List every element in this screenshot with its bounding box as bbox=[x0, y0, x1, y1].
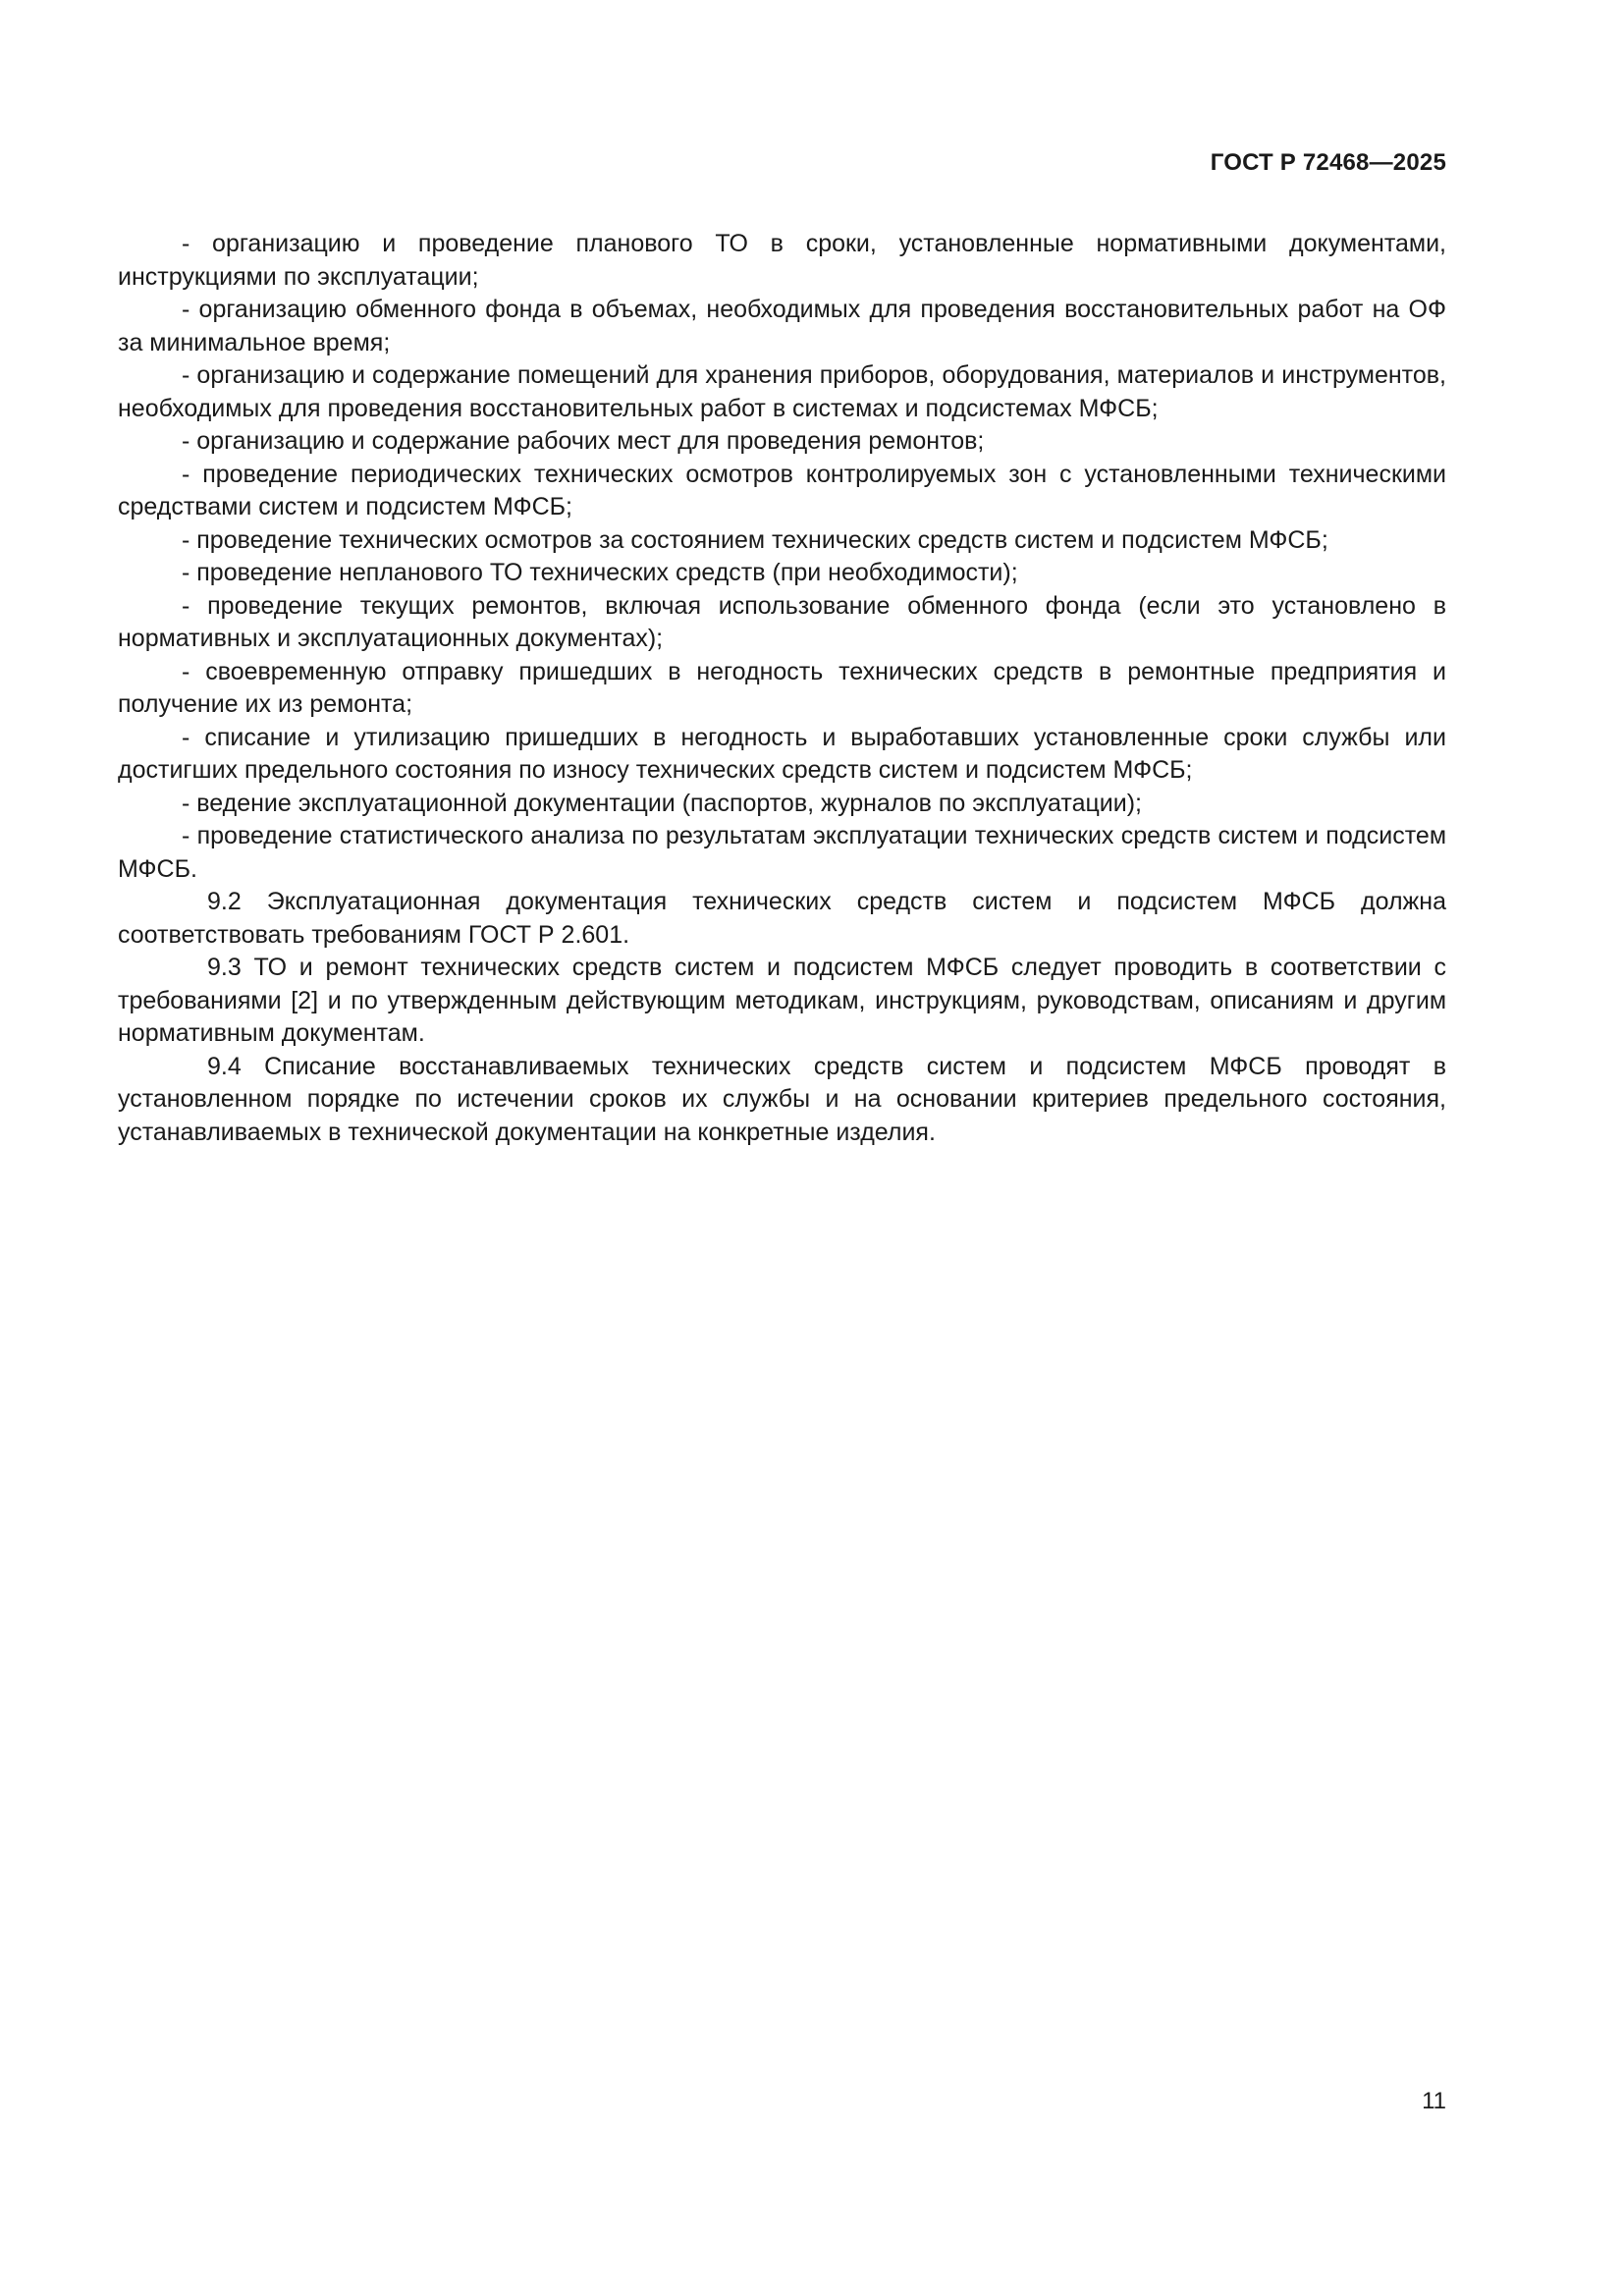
list-item: - организацию и проведение планового ТО в сроки, установленные нормативными документами, инструкциями по эксплуатации; bbox=[118, 230, 1446, 291]
list-item: - проведение статистического анализа по результатам эксплуатации технических средств систем и подсистем МФСБ. bbox=[118, 822, 1446, 883]
list-item: - списание и утилизацию пришедших в негодность и выработавших установленные сроки службы или достигших предельного состояния по износу технических средств систем и подсистем МФСБ; bbox=[118, 723, 1446, 784]
list-item: - проведение текущих ремонтов, включая использование обменного фонда (если это установлено в нормативных и эксплуатационных документах); bbox=[118, 591, 1446, 652]
list-item: - организацию и содержание помещений для хранения приборов, оборудования, материалов и инструментов, необходимых для проведения восстановительных работ в системах и подсистемах МФСБ; bbox=[118, 361, 1446, 422]
clause-9-4: 9.4 Списание восстанавливаемых технических средств систем и подсистем МФСБ проводят в установленном порядке по истечении сроков их службы и на основании критериев предельного состояния, устанавливаемых в технической документации на конкретные изделия. bbox=[118, 1052, 1446, 1146]
list-item: - проведение непланового ТО технических средств (при необходимости); bbox=[182, 559, 1018, 586]
page-number: 11 bbox=[1422, 2088, 1446, 2114]
list-item: - проведение технических осмотров за состоянием технических средств систем и подсистем МФСБ; bbox=[182, 525, 1328, 554]
list-item: - своевременную отправку пришедших в негодность технических средств в ремонтные предприятия и получение их из ремонта; bbox=[118, 657, 1446, 718]
document-body bbox=[118, 228, 1446, 1149]
list-item: - проведение периодических технических осмотров контролируемых зон с установленными техническими средствами систем и подсистем МФСБ; bbox=[118, 460, 1446, 520]
list-item: - организацию и содержание рабочих мест для проведения ремонтов; bbox=[182, 427, 985, 455]
standard-code-header: ГОСТ Р 72468—2025 bbox=[1210, 149, 1446, 176]
clause-9-2: 9.2 Эксплуатационная документация технических средств систем и подсистем МФСБ должна соответствовать требованиям ГОСТ Р 2.601. bbox=[118, 888, 1446, 949]
list-item: - ведение эксплуатационной документации (паспортов, журналов по эксплуатации); bbox=[182, 789, 1142, 817]
clause-9-3: 9.3 ТО и ремонт технических средств систем и подсистем МФСБ следует проводить в соответствии с требованиями [2] и по утвержденным действующим методикам, инструкциям, руководствам, описаниям и другим нормативным документам. bbox=[118, 954, 1446, 1047]
list-item: - организацию обменного фонда в объемах, необходимых для проведения восстановительных работ на ОФ за минимальное время; bbox=[118, 296, 1446, 356]
